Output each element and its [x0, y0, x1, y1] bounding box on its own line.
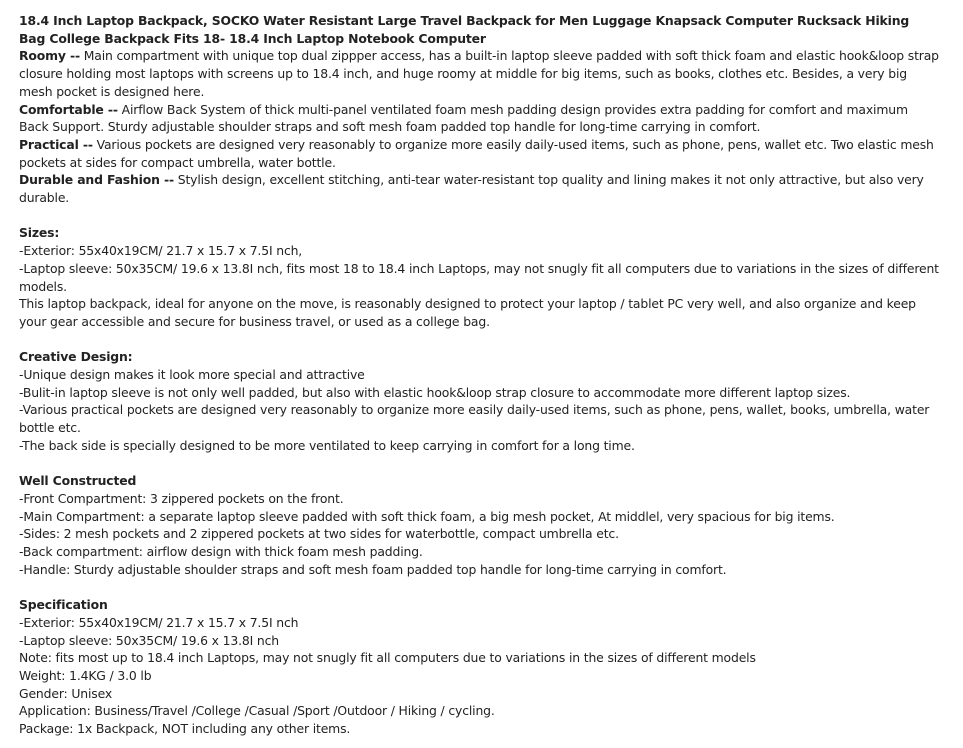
feature-durable — [19, 171, 939, 206]
feature-label: Comfortable -- — [19, 101, 118, 117]
section-heading: Creative Design: — [19, 349, 133, 365]
text-line: -Main Compartment: a separate laptop sleeve padded with soft thick foam, a big mesh pocket, At middlel, very spacious for big items. — [19, 508, 835, 524]
text-line: Note: fits most up to 18.4 inch Laptops, may not snugly fit all computers due to variations in the sizes of different models — [19, 650, 756, 666]
text-line: -Various practical pockets are designed very reasonably to organize more easily daily-used items, such as phone, pens, wallet, books, umbrella, water bottle etc. — [19, 402, 930, 436]
text-line: -Back compartment: airflow design with thick foam mesh padding. — [19, 544, 423, 560]
feature-text: Various pockets are designed very reasonably to organize more easily daily-used items, such as phone, pens, wallet etc. Two elastic mesh pockets at sides for compact umbrella, water bottle. — [19, 136, 934, 170]
section-heading: Sizes: — [19, 225, 60, 241]
feature-text: Stylish design, excellent stitching, anti-tear water-resistant top quality and lining makes it not only attractive, but also very durable. — [19, 172, 924, 206]
text-line: -Sides: 2 mesh pockets and 2 zippered pockets at two sides for waterbottle, compact umbrella etc. — [19, 526, 619, 542]
sizes-section — [19, 224, 939, 330]
text-line: -Handle: Sturdy adjustable shoulder straps and soft mesh foam padded top handle for long-time carrying in comfort. — [19, 561, 727, 577]
text-line: Gender: Unisex — [19, 685, 113, 701]
specification-section — [19, 596, 939, 738]
well-constructed-section — [19, 472, 939, 578]
text-line: -Laptop sleeve: 50x35CM/ 19.6 x 13.8I nch — [19, 632, 279, 648]
text-line: Application: Business/Travel /College /Casual /Sport /Outdoor / Hiking / cycling. — [19, 703, 495, 719]
product-description — [19, 12, 939, 738]
text-line: -Unique design makes it look more special and attractive — [19, 367, 365, 383]
text-line: -The back side is specially designed to be more ventilated to keep carrying in comfort for a long time. — [19, 437, 635, 453]
feature-label: Practical -- — [19, 136, 93, 152]
spacer — [19, 455, 939, 473]
text-line: -Exterior: 55x40x19CM/ 21.7 x 15.7 x 7.5I nch — [19, 614, 299, 630]
spacer — [19, 207, 939, 225]
feature-label: Durable and Fashion -- — [19, 172, 174, 188]
feature-roomy — [19, 47, 939, 100]
feature-text: Main compartment with unique top dual zippper access, has a built-in laptop sleeve padded with soft thick foam and elastic hook&loop strap closure holding most laptops with screens up to 18.4 inch, and huge roomy at middle for big items, such as books, clothes etc. Besides, a very big mesh pocket is designed here. — [19, 48, 939, 99]
feature-practical — [19, 136, 939, 171]
section-heading: Well Constructed — [19, 473, 137, 489]
spacer — [19, 331, 939, 349]
text-line: This laptop backpack, ideal for anyone on the move, is reasonably designed to protect your laptop / tablet PC very well, and also organize and keep your gear accessible and secure for business travel, or used as a college bag. — [19, 296, 916, 329]
text-line: -Bulit-in laptop sleeve is not only well padded, but also with elastic hook&loop strap closure to accommodate more different laptop sizes. — [19, 384, 851, 400]
spacer — [19, 578, 939, 596]
text-line: -Front Compartment: 3 zippered pockets on the front. — [19, 490, 344, 506]
text-line: -Laptop sleeve: 50x35CM/ 19.6 x 13.8I nch, fits most 18 to 18.4 inch Laptops, may not snugly fit all computers due to variations in the sizes of different models. — [19, 260, 939, 294]
text-line: -Exterior: 55x40x19CM/ 21.7 x 15.7 x 7.5I nch, — [19, 243, 303, 259]
product-title: 18.4 Inch Laptop Backpack, SOCKO Water Resistant Large Travel Backpack for Men Luggage Knapsack Computer Rucksack Hiking Bag College Backpack Fits 18- 18.4 Inch Laptop Notebook Computer — [19, 13, 910, 46]
text-line: Package: 1x Backpack, NOT including any other items. — [19, 721, 351, 737]
feature-label: Roomy -- — [19, 48, 80, 64]
creative-design-section — [19, 348, 939, 454]
feature-text: Airflow Back System of thick multi-panel ventilated foam mesh padding design provides extra padding for comfort and maximum Back Support. Sturdy adjustable shoulder straps and soft mesh foam padded top handle for long-time carrying in comfort. — [19, 101, 908, 135]
text-line: Weight: 1.4KG / 3.0 lb — [19, 667, 152, 683]
section-heading: Specification — [19, 597, 108, 613]
feature-comfortable — [19, 101, 939, 136]
